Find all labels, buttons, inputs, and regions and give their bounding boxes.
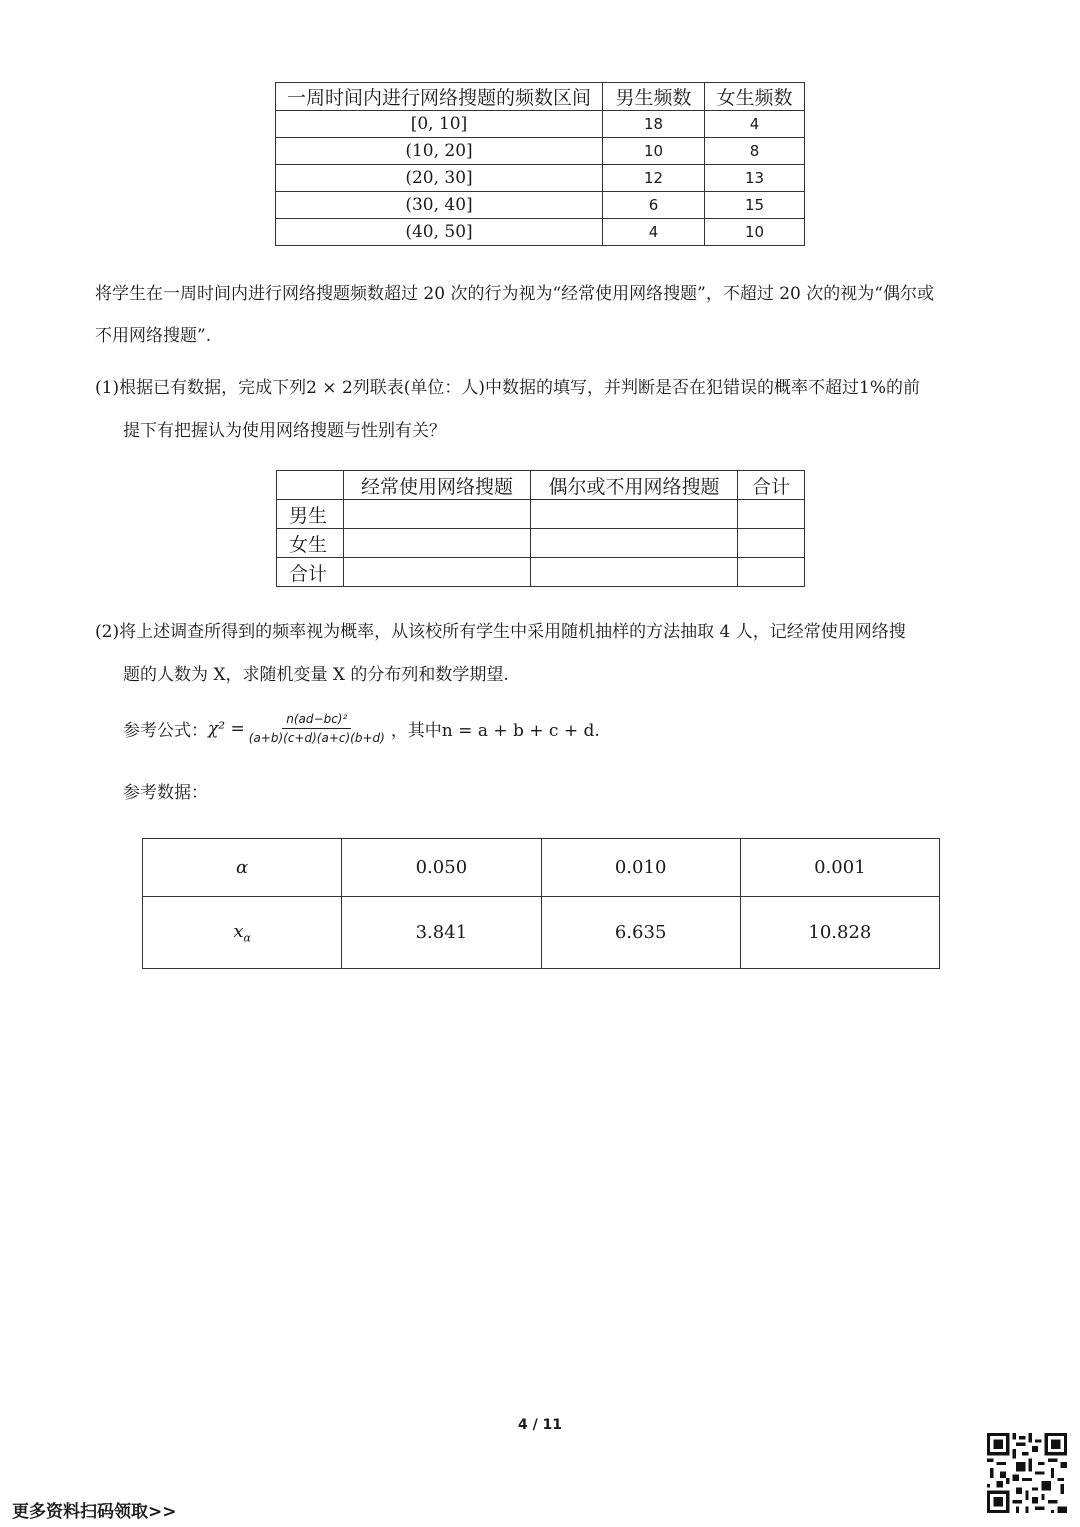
qr-code-icon[interactable] [987,1433,1067,1513]
freq-interval-cell: (10, 20] [276,138,603,165]
intro-line-2: 不用网络搜题”. [95,326,212,346]
blank-cell [738,558,805,587]
formula-tail: ，其中n = a + b + c + d. [390,721,600,741]
blank-cell [531,529,738,558]
blank-cell [531,500,738,529]
contingency-row-label: 男生 [277,500,344,529]
ref-critical-value: 3.841 [342,897,541,969]
intro-line-1: 将学生在一周时间内进行网络搜题频数超过 20 次的行为视为“经常使用网络搜题”，不超过 20 次的视为“偶尔或 [95,284,934,304]
freq-header-row [276,83,805,111]
ref-critical-value: 10.828 [740,897,939,969]
freq-male-cell: 18 [603,111,705,138]
ref-alpha-label: α [143,839,342,897]
freq-interval-cell: (30, 40] [276,192,603,219]
ref-critical-x: x [233,920,244,942]
question-1-line-1: (1)根据已有数据，完成下列2 × 2列联表(单位：人)中数据的填写，并判断是否在犯错误的概率不超过1%的前 [95,378,920,398]
contingency-header-total: 合计 [738,471,805,500]
contingency-row-male [277,500,805,529]
contingency-header-frequent: 经常使用网络搜题 [344,471,531,500]
blank-cell [344,558,531,587]
contingency-row-label: 女生 [277,529,344,558]
freq-interval-cell: (40, 50] [276,219,603,246]
freq-interval-cell: (20, 30] [276,165,603,192]
reference-table [142,838,940,969]
freq-row [276,192,805,219]
contingency-row-total [277,558,805,587]
formula-lhs: χ² = [208,718,245,739]
contingency-header-empty [277,471,344,500]
freq-female-cell: 10 [705,219,805,246]
blank-cell [738,529,805,558]
contingency-table [276,470,805,587]
page-number: 4 / 11 [517,1417,563,1433]
contingency-header-row [277,471,805,500]
reference-data-label: 参考数据： [123,783,208,803]
blank-cell [344,529,531,558]
question-2-line-2: 题的人数为 X，求随机变量 X 的分布列和数学期望. [123,665,509,685]
freq-female-cell: 13 [705,165,805,192]
freq-female-cell: 8 [705,138,805,165]
freq-male-cell: 12 [603,165,705,192]
freq-female-cell: 15 [705,192,805,219]
blank-cell [531,558,738,587]
contingency-row-female [277,529,805,558]
ref-critical-value: 6.635 [541,897,740,969]
formula-fraction [249,712,385,745]
ref-row-critical [143,897,940,969]
freq-header-female: 女生频数 [705,83,805,111]
ref-alpha-value: 0.050 [342,839,541,897]
ref-critical-label [143,897,342,969]
question-1-line-2: 提下有把握认为使用网络搜题与性别有关？ [123,421,446,441]
frequency-table [275,82,805,246]
freq-row [276,165,805,192]
blank-cell [344,500,531,529]
contingency-header-occasional: 偶尔或不用网络搜题 [531,471,738,500]
freq-male-cell: 10 [603,138,705,165]
question-2-line-1: (2)将上述调查所得到的频率视为概率，从该校所有学生中采用随机抽样的方法抽取 4 人，记经常使用网络搜 [95,622,906,642]
reference-formula [123,712,600,745]
blank-cell [738,500,805,529]
freq-row [276,111,805,138]
footer-link[interactable]: 更多资料扫码领取>> [12,1502,177,1522]
ref-row-alpha [143,839,940,897]
formula-denominator: (a+b)(c+d)(a+c)(b+d) [248,731,385,745]
formula-label: 参考公式： [123,721,208,741]
freq-header-male: 男生频数 [603,83,705,111]
freq-female-cell: 4 [705,111,805,138]
freq-header-interval: 一周时间内进行网络搜题的频数区间 [276,83,603,111]
ref-alpha-value: 0.010 [541,839,740,897]
freq-row [276,138,805,165]
ref-critical-sub: α [243,931,251,945]
freq-interval-cell: [0, 10] [276,111,603,138]
contingency-row-label: 合计 [277,558,344,587]
formula-numerator: n(ad−bc)² [282,712,351,729]
freq-male-cell: 4 [603,219,705,246]
freq-male-cell: 6 [603,192,705,219]
freq-row [276,219,805,246]
ref-alpha-value: 0.001 [740,839,939,897]
